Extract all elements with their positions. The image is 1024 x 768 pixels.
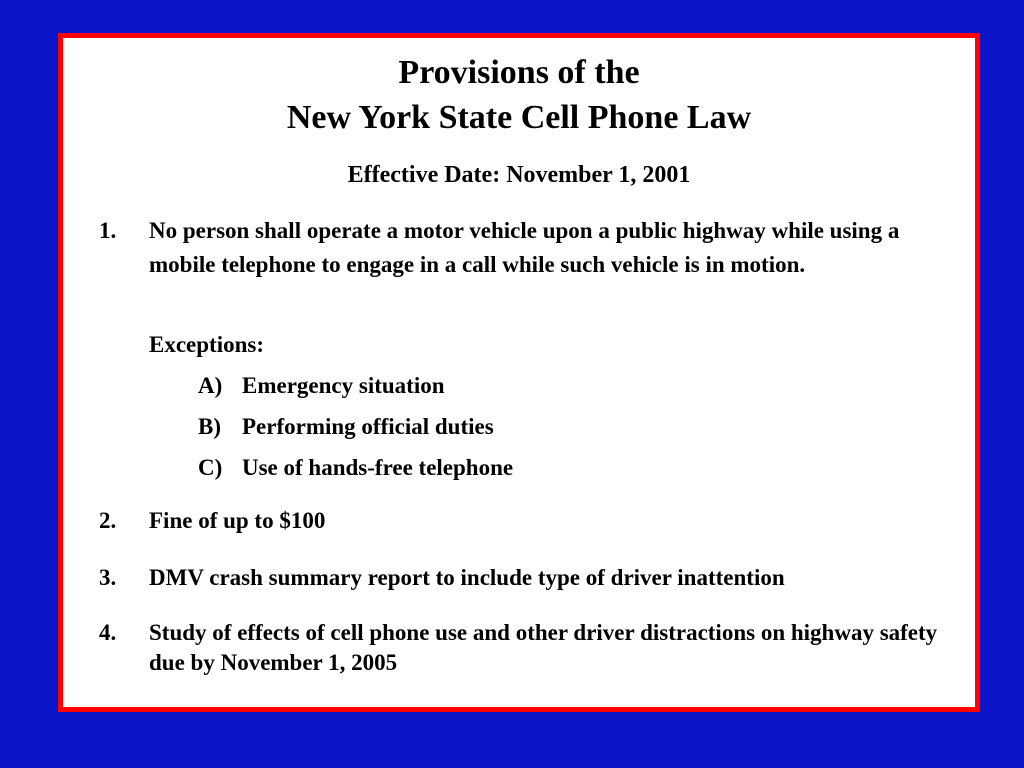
list-item-4 bbox=[99, 618, 951, 678]
exceptions-label: Exceptions: bbox=[149, 332, 264, 357]
effective-date: Effective Date: November 1, 2001 bbox=[347, 162, 691, 188]
exception-text: Performing official duties bbox=[242, 414, 494, 439]
item-number: 3. bbox=[99, 565, 117, 590]
list-item-2 bbox=[99, 504, 951, 538]
slide-title bbox=[63, 50, 975, 140]
item-text: Fine of up to $100 bbox=[149, 508, 326, 533]
item-text: No person shall operate a motor vehicle upon a public highway while using a mobile telephone to engage in a call while such vehicle is in motion. bbox=[149, 218, 900, 277]
exception-letter: B) bbox=[198, 414, 221, 439]
item-number: 4. bbox=[99, 620, 117, 645]
item-number: 2. bbox=[99, 508, 117, 533]
exception-a bbox=[198, 371, 445, 401]
exception-letter: C) bbox=[198, 455, 223, 480]
item-text: DMV crash summary report to include type of driver inattention bbox=[149, 565, 785, 590]
list-item-3 bbox=[99, 561, 951, 595]
exception-text: Use of hands-free telephone bbox=[242, 455, 514, 480]
exception-b bbox=[198, 412, 494, 442]
item-text: Study of effects of cell phone use and other driver distractions on highway safety due by November 1, 2005 bbox=[149, 620, 938, 675]
exception-text: Emergency situation bbox=[242, 373, 445, 398]
exception-letter: A) bbox=[198, 373, 223, 398]
item-number: 1. bbox=[99, 218, 117, 243]
slide-border bbox=[58, 33, 980, 712]
slide-card bbox=[63, 38, 975, 707]
exception-c bbox=[198, 453, 513, 483]
title-line-2: New York State Cell Phone Law bbox=[286, 99, 752, 136]
list-item-1 bbox=[99, 214, 951, 282]
title-line-1: Provisions of the bbox=[398, 54, 640, 91]
